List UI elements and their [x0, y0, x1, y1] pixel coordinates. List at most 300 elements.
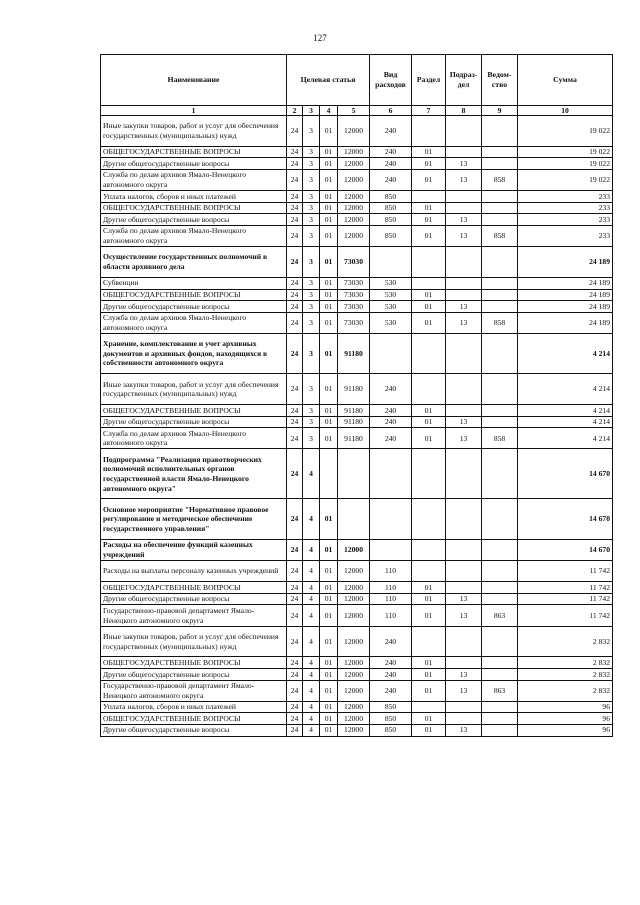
cell-event: 01	[320, 582, 338, 594]
cell-name: ОБЩЕГОСУДАРСТВЕННЫЕ ВОПРОСЫ	[101, 202, 287, 214]
column-number: 9	[482, 106, 518, 116]
cell-name: ОБЩЕГОСУДАРСТВЕННЫЕ ВОПРОСЫ	[101, 582, 287, 594]
cell-subprogram: 4	[303, 539, 320, 560]
cell-department	[482, 449, 518, 499]
cell-subsection: 13	[446, 301, 482, 313]
table-row	[101, 724, 613, 736]
cell-section	[412, 247, 446, 278]
cell-department: 863	[482, 605, 518, 626]
cell-section: 01	[412, 724, 446, 736]
cell-expense-type: 530	[370, 289, 412, 301]
column-number: 2	[287, 106, 303, 116]
cell-name: Основное мероприятие "Нормативное правовое регулирование и методическое обеспечение государственного управления"	[101, 499, 287, 539]
column-number: 3	[303, 106, 320, 116]
table-row	[101, 116, 613, 147]
cell-direction: 73030	[338, 312, 370, 333]
cell-direction: 73030	[338, 247, 370, 278]
cell-subsection: 13	[446, 724, 482, 736]
table-row	[101, 499, 613, 539]
header-name: Наименование	[101, 55, 287, 106]
cell-amount: 4 214	[518, 416, 613, 428]
table-row	[101, 713, 613, 725]
cell-department	[482, 405, 518, 417]
cell-program: 24	[287, 605, 303, 626]
column-number: 1	[101, 106, 287, 116]
column-number: 7	[412, 106, 446, 116]
cell-subprogram: 4	[303, 701, 320, 713]
cell-subsection	[446, 561, 482, 582]
cell-expense-type: 240	[370, 146, 412, 158]
cell-section: 01	[412, 158, 446, 170]
cell-subprogram: 3	[303, 428, 320, 449]
header-department: Ведом-ство	[482, 55, 518, 106]
cell-amount: 4 214	[518, 333, 613, 373]
cell-name: Другие общегосударственные вопросы	[101, 158, 287, 170]
cell-subsection	[446, 499, 482, 539]
cell-amount: 2 832	[518, 680, 613, 701]
cell-event: 01	[320, 416, 338, 428]
cell-subsection	[446, 701, 482, 713]
cell-subprogram: 3	[303, 146, 320, 158]
cell-subsection	[446, 333, 482, 373]
table-row	[101, 312, 613, 333]
cell-expense-type: 240	[370, 169, 412, 190]
cell-subprogram: 3	[303, 277, 320, 289]
cell-section	[412, 626, 446, 657]
cell-event: 01	[320, 225, 338, 246]
cell-subprogram: 3	[303, 116, 320, 147]
cell-section: 01	[412, 169, 446, 190]
cell-event: 01	[320, 169, 338, 190]
cell-event: 01	[320, 301, 338, 313]
cell-name: Государственно-правовой департамент Ямало-Ненецкого автономного округа	[101, 605, 287, 626]
cell-expense-type: 850	[370, 191, 412, 203]
cell-amount: 14 670	[518, 499, 613, 539]
cell-expense-type: 240	[370, 669, 412, 681]
cell-event: 01	[320, 374, 338, 405]
column-number: 4	[320, 106, 338, 116]
cell-expense-type: 110	[370, 593, 412, 605]
cell-subsection	[446, 202, 482, 214]
cell-direction: 12000	[338, 701, 370, 713]
cell-amount: 24 189	[518, 312, 613, 333]
cell-subsection	[446, 582, 482, 594]
cell-direction: 12000	[338, 657, 370, 669]
cell-subprogram: 3	[303, 416, 320, 428]
cell-department	[482, 202, 518, 214]
cell-subprogram: 4	[303, 449, 320, 499]
cell-subsection: 13	[446, 680, 482, 701]
cell-amount: 11 742	[518, 593, 613, 605]
cell-subprogram: 3	[303, 374, 320, 405]
cell-subsection	[446, 146, 482, 158]
cell-subprogram: 3	[303, 202, 320, 214]
cell-subsection	[446, 277, 482, 289]
cell-section: 01	[412, 593, 446, 605]
cell-name: Служба по делам архивов Ямало-Ненецкого автономного округа	[101, 312, 287, 333]
cell-department: 858	[482, 225, 518, 246]
cell-direction: 73030	[338, 277, 370, 289]
table-row	[101, 247, 613, 278]
cell-direction: 91180	[338, 428, 370, 449]
cell-name: Другие общегосударственные вопросы	[101, 301, 287, 313]
cell-amount: 24 189	[518, 301, 613, 313]
cell-program: 24	[287, 449, 303, 499]
cell-program: 24	[287, 158, 303, 170]
cell-subsection: 13	[446, 312, 482, 333]
cell-department	[482, 374, 518, 405]
cell-department	[482, 247, 518, 278]
cell-section: 01	[412, 713, 446, 725]
cell-expense-type: 240	[370, 657, 412, 669]
cell-name: ОБЩЕГОСУДАРСТВЕННЫЕ ВОПРОСЫ	[101, 713, 287, 725]
cell-name: Другие общегосударственные вопросы	[101, 214, 287, 226]
cell-expense-type: 850	[370, 214, 412, 226]
cell-expense-type: 850	[370, 713, 412, 725]
cell-department	[482, 416, 518, 428]
cell-section	[412, 333, 446, 373]
cell-name: Расходы на выплаты персоналу казенных учреждений	[101, 561, 287, 582]
cell-program: 24	[287, 657, 303, 669]
cell-name: Уплата налогов, сборов и иных платежей	[101, 701, 287, 713]
cell-subsection	[446, 374, 482, 405]
cell-department: 858	[482, 428, 518, 449]
cell-section	[412, 277, 446, 289]
cell-expense-type: 530	[370, 312, 412, 333]
cell-program: 24	[287, 428, 303, 449]
cell-subprogram: 4	[303, 593, 320, 605]
cell-direction: 12000	[338, 561, 370, 582]
cell-direction: 12000	[338, 669, 370, 681]
cell-program: 24	[287, 225, 303, 246]
cell-name: Служба по делам архивов Ямало-Ненецкого автономного округа	[101, 169, 287, 190]
cell-subsection: 13	[446, 416, 482, 428]
cell-subsection: 13	[446, 605, 482, 626]
cell-department	[482, 593, 518, 605]
cell-event: 01	[320, 277, 338, 289]
cell-amount: 19 022	[518, 169, 613, 190]
cell-direction: 73030	[338, 301, 370, 313]
cell-department	[482, 499, 518, 539]
cell-direction: 73030	[338, 289, 370, 301]
cell-name: Другие общегосударственные вопросы	[101, 669, 287, 681]
cell-department: 858	[482, 169, 518, 190]
cell-amount: 14 670	[518, 449, 613, 499]
cell-expense-type: 240	[370, 405, 412, 417]
cell-expense-type: 110	[370, 605, 412, 626]
cell-department	[482, 657, 518, 669]
cell-name: Другие общегосударственные вопросы	[101, 416, 287, 428]
cell-direction: 12000	[338, 202, 370, 214]
cell-event: 01	[320, 116, 338, 147]
cell-subprogram: 3	[303, 214, 320, 226]
table-row	[101, 669, 613, 681]
cell-program: 24	[287, 405, 303, 417]
cell-subsection	[446, 247, 482, 278]
cell-event: 01	[320, 158, 338, 170]
cell-program: 24	[287, 191, 303, 203]
table-row	[101, 374, 613, 405]
cell-name: Субвенции	[101, 277, 287, 289]
cell-name: Иные закупки товаров, работ и услуг для обеспечения государственных (муниципальных) нужд	[101, 374, 287, 405]
cell-program: 24	[287, 593, 303, 605]
cell-subsection	[446, 657, 482, 669]
budget-table	[100, 54, 613, 737]
cell-subsection: 13	[446, 214, 482, 226]
cell-event: 01	[320, 214, 338, 226]
cell-expense-type: 240	[370, 374, 412, 405]
cell-expense-type: 850	[370, 724, 412, 736]
cell-expense-type	[370, 499, 412, 539]
cell-department	[482, 116, 518, 147]
cell-direction: 12000	[338, 605, 370, 626]
cell-name: Хранение, комплектование и учет архивных документов и архивных фондов, находящихся в собственности автономного округа	[101, 333, 287, 373]
cell-subprogram: 3	[303, 191, 320, 203]
cell-subsection	[446, 539, 482, 560]
cell-department	[482, 146, 518, 158]
cell-amount: 2 832	[518, 626, 613, 657]
cell-section: 01	[412, 428, 446, 449]
cell-section	[412, 701, 446, 713]
cell-subsection	[446, 116, 482, 147]
cell-expense-type: 240	[370, 428, 412, 449]
cell-program: 24	[287, 146, 303, 158]
cell-section: 01	[412, 657, 446, 669]
table-row	[101, 191, 613, 203]
cell-direction	[338, 499, 370, 539]
cell-name: Другие общегосударственные вопросы	[101, 724, 287, 736]
cell-section	[412, 499, 446, 539]
cell-event: 01	[320, 289, 338, 301]
cell-name: ОБЩЕГОСУДАРСТВЕННЫЕ ВОПРОСЫ	[101, 405, 287, 417]
table-row	[101, 626, 613, 657]
cell-event: 01	[320, 405, 338, 417]
cell-expense-type: 530	[370, 277, 412, 289]
cell-event: 01	[320, 428, 338, 449]
cell-department	[482, 214, 518, 226]
cell-department	[482, 289, 518, 301]
cell-section: 01	[412, 605, 446, 626]
cell-expense-type	[370, 247, 412, 278]
cell-department	[482, 277, 518, 289]
table-row	[101, 605, 613, 626]
cell-amount: 11 742	[518, 605, 613, 626]
table-row	[101, 146, 613, 158]
cell-subsection: 13	[446, 169, 482, 190]
cell-event: 01	[320, 499, 338, 539]
cell-expense-type: 110	[370, 582, 412, 594]
table-row	[101, 701, 613, 713]
cell-section: 01	[412, 416, 446, 428]
cell-program: 24	[287, 669, 303, 681]
cell-amount: 4 214	[518, 405, 613, 417]
table-row	[101, 214, 613, 226]
cell-amount: 96	[518, 701, 613, 713]
cell-amount: 233	[518, 214, 613, 226]
cell-name: ОБЩЕГОСУДАРСТВЕННЫЕ ВОПРОСЫ	[101, 146, 287, 158]
cell-amount: 14 670	[518, 539, 613, 560]
table-row	[101, 158, 613, 170]
table-row	[101, 657, 613, 669]
cell-expense-type	[370, 539, 412, 560]
table-row	[101, 333, 613, 373]
cell-name: Служба по делам архивов Ямало-Ненецкого автономного округа	[101, 428, 287, 449]
cell-department	[482, 701, 518, 713]
cell-direction: 12000	[338, 724, 370, 736]
cell-event: 01	[320, 724, 338, 736]
cell-section	[412, 449, 446, 499]
cell-amount: 19 022	[518, 158, 613, 170]
cell-name: ОБЩЕГОСУДАРСТВЕННЫЕ ВОПРОСЫ	[101, 657, 287, 669]
table-row	[101, 225, 613, 246]
cell-event: 01	[320, 202, 338, 214]
cell-department	[482, 724, 518, 736]
cell-amount: 24 189	[518, 277, 613, 289]
cell-event: 01	[320, 626, 338, 657]
table-row	[101, 277, 613, 289]
cell-amount: 2 832	[518, 669, 613, 681]
cell-section: 01	[412, 146, 446, 158]
cell-name: Иные закупки товаров, работ и услуг для обеспечения государственных (муниципальных) нужд	[101, 116, 287, 147]
cell-subprogram: 4	[303, 713, 320, 725]
cell-subsection: 13	[446, 428, 482, 449]
cell-section	[412, 191, 446, 203]
cell-subprogram: 3	[303, 158, 320, 170]
cell-event: 01	[320, 191, 338, 203]
column-number: 10	[518, 106, 613, 116]
cell-program: 24	[287, 301, 303, 313]
cell-subsection: 13	[446, 158, 482, 170]
cell-subsection	[446, 191, 482, 203]
table-row	[101, 449, 613, 499]
cell-event: 01	[320, 680, 338, 701]
cell-subprogram: 3	[303, 247, 320, 278]
cell-direction: 12000	[338, 191, 370, 203]
cell-subprogram: 3	[303, 333, 320, 373]
cell-amount: 233	[518, 225, 613, 246]
cell-event: 01	[320, 713, 338, 725]
cell-direction: 91180	[338, 374, 370, 405]
cell-name: Расходы на обеспечение функций казенных учреждений	[101, 539, 287, 560]
cell-amount: 24 189	[518, 247, 613, 278]
cell-department	[482, 333, 518, 373]
cell-program: 24	[287, 701, 303, 713]
cell-direction: 12000	[338, 146, 370, 158]
cell-subprogram: 4	[303, 561, 320, 582]
cell-name: Другие общегосударственные вопросы	[101, 593, 287, 605]
cell-name: Уплата налогов, сборов и иных платежей	[101, 191, 287, 203]
cell-program: 24	[287, 724, 303, 736]
cell-program: 24	[287, 289, 303, 301]
cell-direction: 91180	[338, 405, 370, 417]
cell-event	[320, 449, 338, 499]
cell-amount: 11 742	[518, 582, 613, 594]
cell-direction: 91180	[338, 416, 370, 428]
cell-expense-type: 240	[370, 416, 412, 428]
cell-department	[482, 582, 518, 594]
cell-direction: 12000	[338, 169, 370, 190]
cell-subprogram: 4	[303, 680, 320, 701]
header-target-article: Целевая статья	[287, 55, 370, 106]
cell-amount: 2 832	[518, 657, 613, 669]
cell-expense-type: 110	[370, 561, 412, 582]
table-row	[101, 561, 613, 582]
cell-direction: 12000	[338, 626, 370, 657]
cell-amount: 19 022	[518, 116, 613, 147]
cell-subsection	[446, 626, 482, 657]
cell-expense-type: 240	[370, 116, 412, 147]
cell-program: 24	[287, 277, 303, 289]
cell-program: 24	[287, 116, 303, 147]
cell-department	[482, 301, 518, 313]
cell-expense-type: 850	[370, 701, 412, 713]
cell-program: 24	[287, 374, 303, 405]
cell-program: 24	[287, 247, 303, 278]
cell-department	[482, 191, 518, 203]
cell-section	[412, 374, 446, 405]
cell-amount: 19 022	[518, 146, 613, 158]
cell-amount: 96	[518, 713, 613, 725]
cell-direction: 12000	[338, 539, 370, 560]
table-row	[101, 169, 613, 190]
cell-subprogram: 4	[303, 669, 320, 681]
cell-event: 01	[320, 312, 338, 333]
cell-department	[482, 539, 518, 560]
cell-subsection	[446, 289, 482, 301]
cell-expense-type: 850	[370, 225, 412, 246]
cell-section: 01	[412, 289, 446, 301]
cell-direction: 91180	[338, 333, 370, 373]
cell-subprogram: 3	[303, 289, 320, 301]
cell-program: 24	[287, 561, 303, 582]
cell-event: 01	[320, 146, 338, 158]
column-number: 6	[370, 106, 412, 116]
cell-amount: 4 214	[518, 428, 613, 449]
cell-expense-type: 850	[370, 202, 412, 214]
cell-expense-type	[370, 449, 412, 499]
cell-expense-type: 240	[370, 680, 412, 701]
cell-program: 24	[287, 539, 303, 560]
cell-direction: 12000	[338, 713, 370, 725]
table-row	[101, 428, 613, 449]
cell-section: 01	[412, 669, 446, 681]
cell-program: 24	[287, 169, 303, 190]
cell-direction	[338, 449, 370, 499]
table-row	[101, 593, 613, 605]
cell-subprogram: 3	[303, 301, 320, 313]
cell-section	[412, 539, 446, 560]
cell-subprogram: 4	[303, 605, 320, 626]
cell-event: 01	[320, 657, 338, 669]
cell-direction: 12000	[338, 116, 370, 147]
cell-direction: 12000	[338, 582, 370, 594]
cell-event: 01	[320, 669, 338, 681]
cell-expense-type: 240	[370, 626, 412, 657]
table-row	[101, 202, 613, 214]
cell-event: 01	[320, 605, 338, 626]
cell-program: 24	[287, 582, 303, 594]
cell-program: 24	[287, 680, 303, 701]
cell-subsection: 13	[446, 669, 482, 681]
cell-department	[482, 561, 518, 582]
cell-amount: 11 742	[518, 561, 613, 582]
cell-direction: 12000	[338, 593, 370, 605]
cell-subprogram: 4	[303, 626, 320, 657]
cell-subprogram: 4	[303, 582, 320, 594]
cell-name: Осуществление государственных полномочий в области архивного дела	[101, 247, 287, 278]
cell-section	[412, 561, 446, 582]
cell-program: 24	[287, 499, 303, 539]
